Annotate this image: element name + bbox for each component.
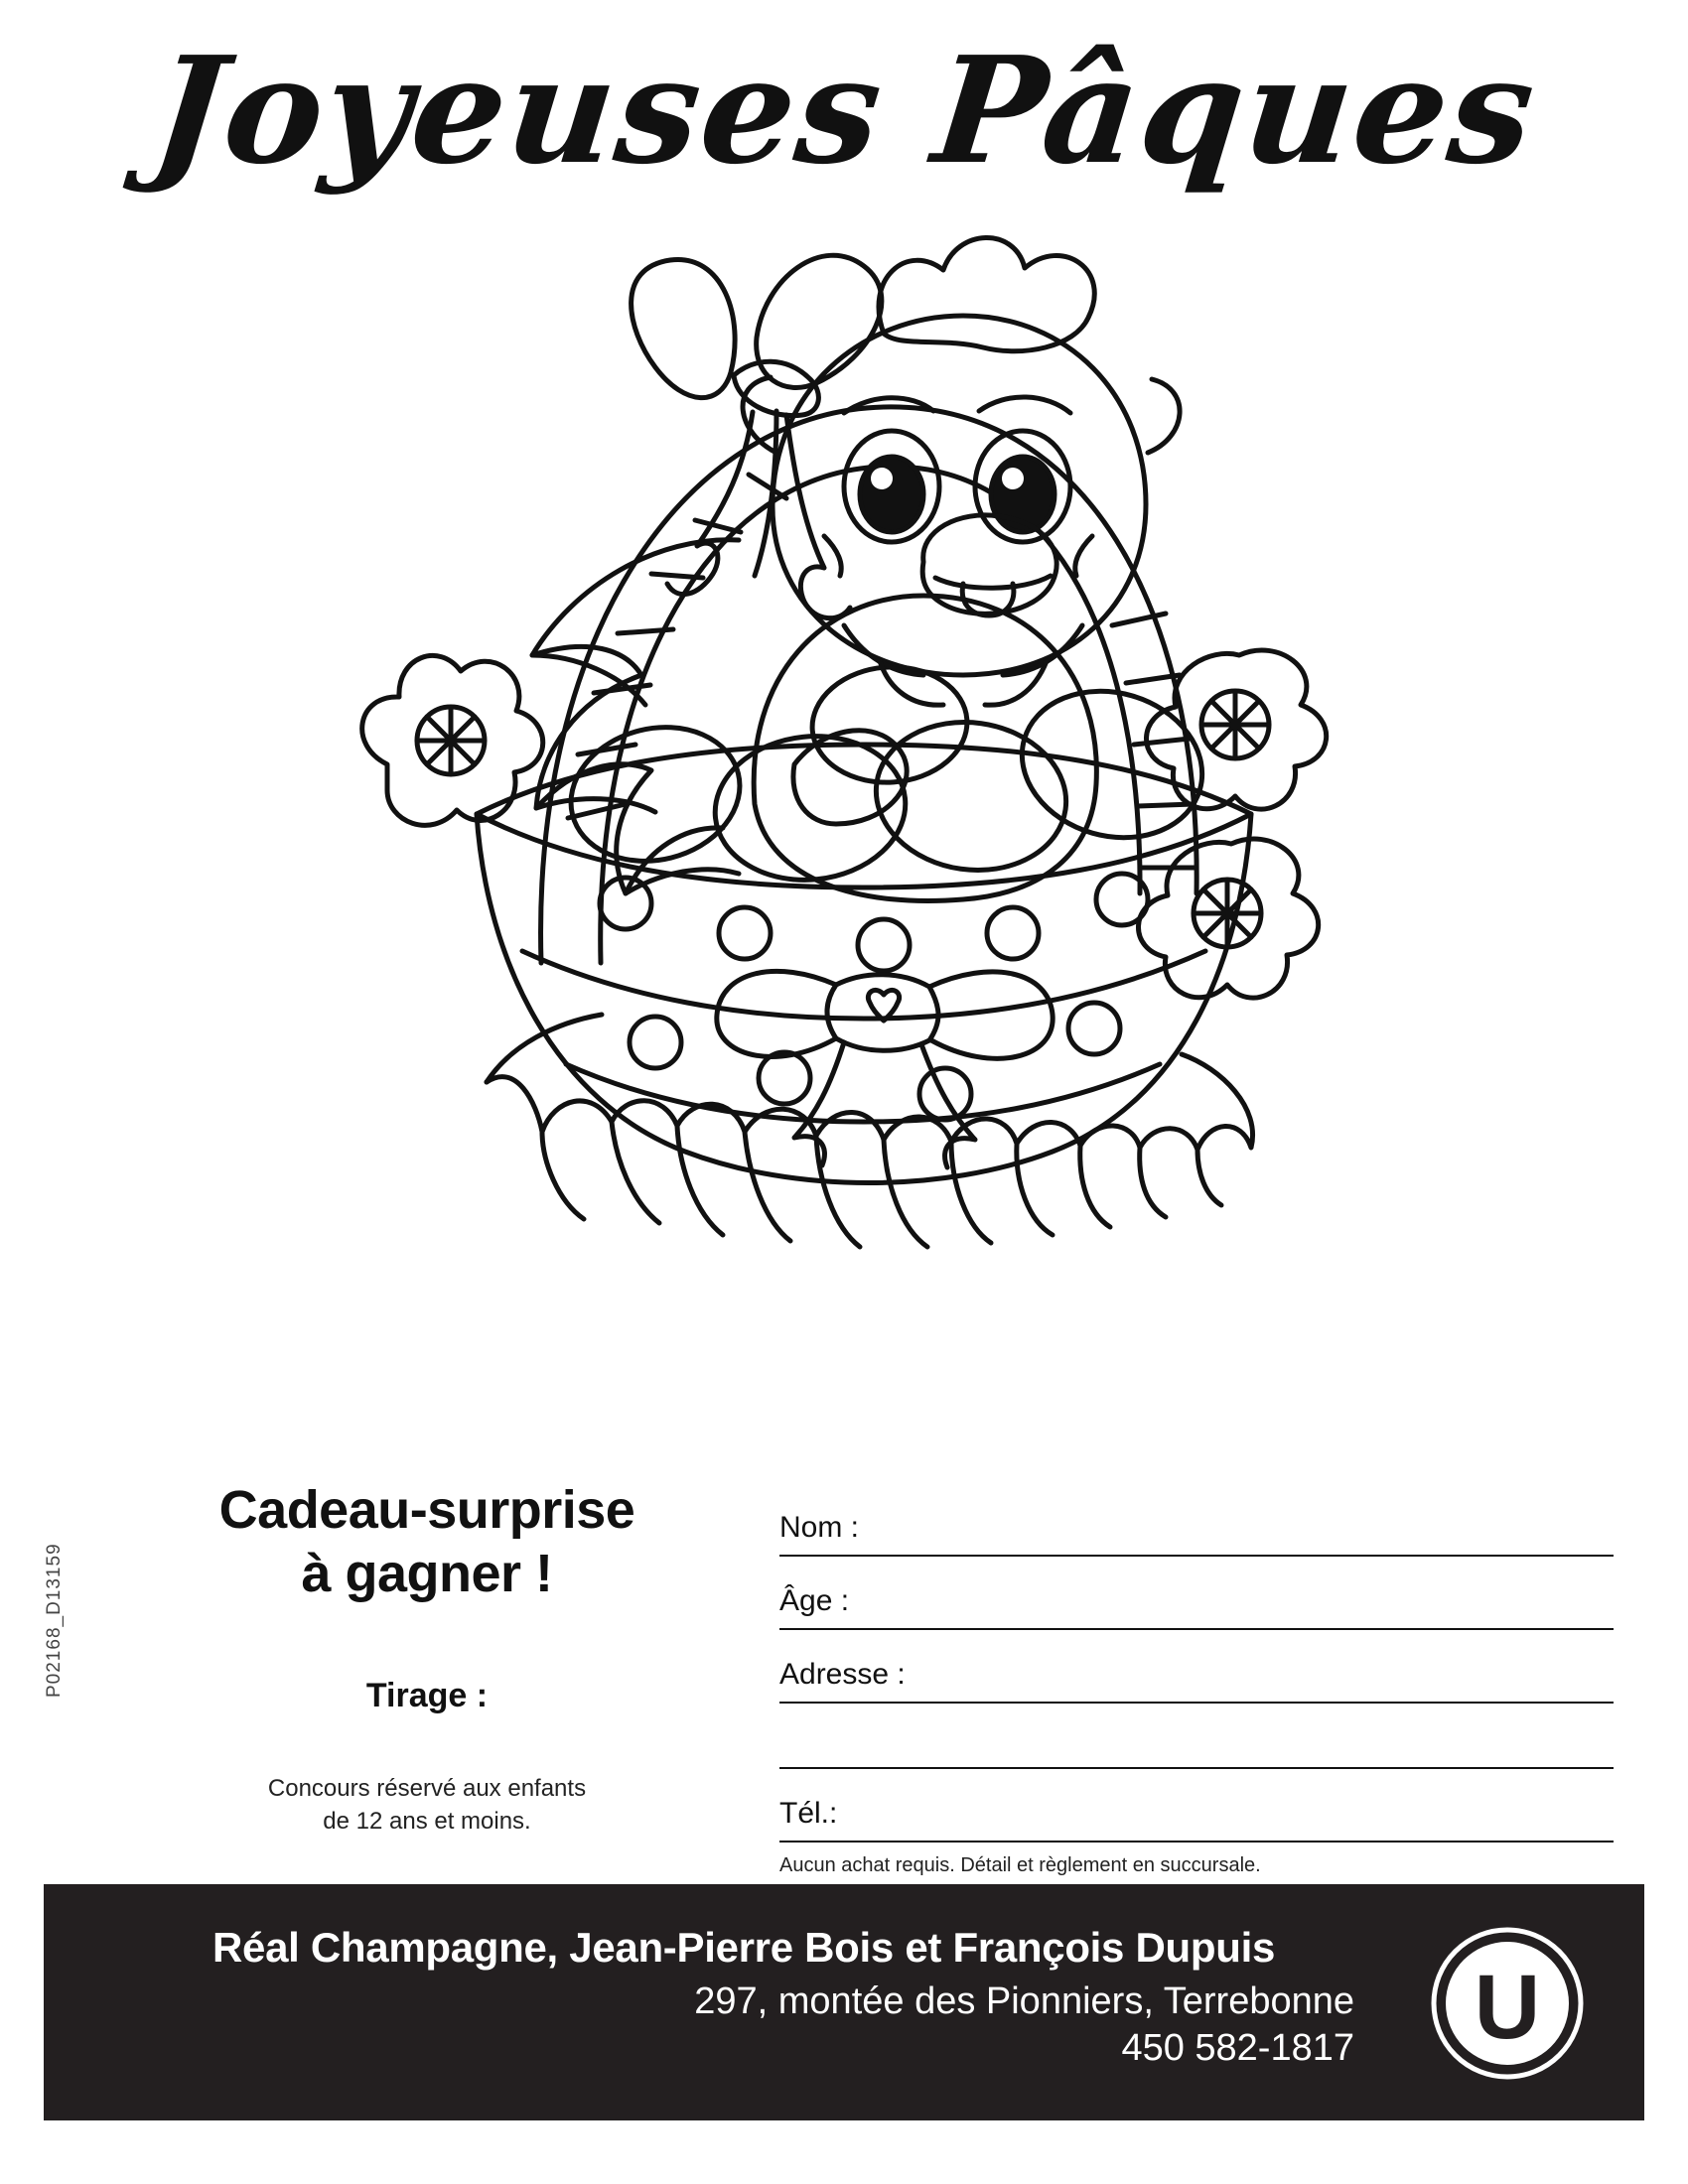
page-title: Joyeuses Pâques [144,24,1544,197]
reference-code: P02168_D13159 [44,1543,65,1698]
field-adresse-label: Adresse : [779,1658,906,1691]
footer-merchant-name: Réal Champagne, Jean-Pierre Bois et François Dupuis [211,1924,1275,1971]
field-nom[interactable] [779,1483,1614,1557]
contest-restriction [119,1773,735,1838]
field-adresse-line2[interactable] [779,1704,1614,1769]
footer-address: 297, montée des Pionniers, Terrebonne [694,1979,1354,2022]
prize-headline-line1: Cadeau-surprise [218,1480,635,1540]
field-telephone[interactable] [779,1769,1614,1843]
field-nom-label: Nom : [779,1511,860,1544]
contest-restriction-line1: Concours réservé aux enfants [267,1775,587,1803]
svg-text:U: U [1474,1957,1541,2058]
easter-basket-chick-coloring-illustration [328,208,1360,1439]
field-telephone-label: Tél.: [779,1797,838,1830]
field-age[interactable] [779,1557,1614,1630]
footer-text-block [123,1922,1364,2070]
field-adresse[interactable] [779,1630,1614,1704]
draw-label: Tirage : [365,1677,489,1715]
page-title-banner [0,24,1688,197]
u-logo-icon [1428,1924,1587,2083]
prize-headline-line2: à gagner ! [301,1543,553,1603]
footer-banner [44,1884,1644,2120]
contest-restriction-line2: de 12 ans et moins. [323,1807,531,1835]
entry-form [779,1483,1614,1877]
promo-block [119,1479,735,1838]
form-disclaimer: Aucun achat requis. Détail et règlement en succursale. [779,1854,1261,1876]
lower-content [0,1459,1688,1876]
field-age-label: Âge : [779,1584,850,1617]
footer-phone: 450 582-1817 [1121,2026,1354,2069]
